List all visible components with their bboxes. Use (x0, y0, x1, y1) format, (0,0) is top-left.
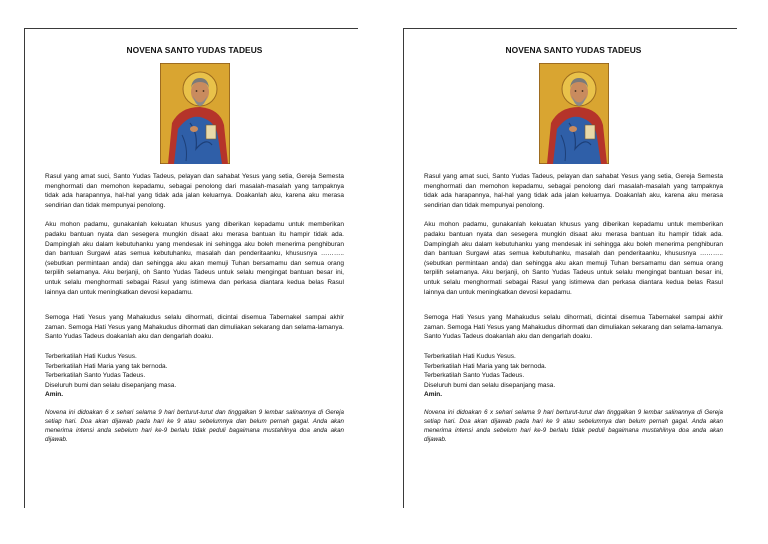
amen-line: Amin. (424, 391, 443, 399)
prayer-paragraph-1: Rasul yang amat suci, Santo Yudas Tadeus, pelayan dan sahabat Yesus yang setia, Gereja Semesta menghormati dan memohon kepadamu, sebagai penolong dari masalah-masalah yang tampaknya tidak ada harapannya, hal-hal yang tidak ada jalan keluarnya. Doakanlah aku, karena aku merasa sendirian dan tidak mempunyai penolong. (45, 173, 344, 209)
prayer-paragraph-3: Semoga Hati Yesus yang Mahakudus selalu dihormati, dicintai disemua Tabernakel sampai akhir zaman. Semoga Hati Yesus yang Mahakudus dihormati dan dimuliakan sekarang dan selama-lamanya. Santo Yudas Tadeus doakanlah aku dan dengarlah doaku. (424, 314, 723, 341)
blessing-lines (45, 352, 344, 400)
prayer-paragraph-3: Semoga Hati Yesus yang Mahakudus selalu dihormati, dicintai disemua Tabernakel sampai akhir zaman. Semoga Hati Yesus yang Mahakudus dihormati dan dimuliakan sekarang dan selama-lamanya. Santo Yudas Tadeus doakanlah aku dan dengarlah doaku. (45, 314, 344, 341)
blessing-line: Terberkatilah Hati Maria yang tak bernoda. (45, 362, 168, 370)
blessing-line: Terberkatilah Santo Yudas Tadeus. (424, 372, 525, 380)
blessing-line: Terberkatilah Santo Yudas Tadeus. (45, 372, 146, 380)
amen-line: Amin. (45, 391, 64, 399)
saint-icon (539, 63, 609, 164)
document-page-left (24, 28, 358, 508)
novena-note: Novena ini didoakan 6 x sehari selama 9 hari berturut-turut dan tinggalkan 9 lembar salinannya di Gereja setiap hari. Doa akan dijawab pada hari ke 9 atau sebelumnya dan belum pernah gagal. Anda akan menerima intensi anda sebelum hari ke-9 berlalu tidak peduli bagaimana mustahilnya doa anda akan dijawab. (45, 408, 344, 444)
prayer-paragraph-1: Rasul yang amat suci, Santo Yudas Tadeus, pelayan dan sahabat Yesus yang setia, Gereja Semesta menghormati dan memohon kepadamu, sebagai penolong dari masalah-masalah yang tampaknya tidak ada harapannya, hal-hal yang tidak ada jalan keluarnya. Doakanlah aku, karena aku merasa sendirian dan tidak mempunyai penolong. (424, 173, 723, 209)
document-page-right (403, 28, 737, 508)
page-title: NOVENA SANTO YUDAS TADEUS (505, 45, 642, 55)
blessing-line: Terberkatilah Hati Kudus Yesus. (424, 352, 516, 360)
saint-icon (160, 63, 230, 164)
blessing-line: Diseluruh bumi dan selalu disepanjang masa. (45, 381, 177, 389)
blessing-lines (424, 352, 723, 400)
blessing-line: Terberkatilah Hati Maria yang tak bernoda. (424, 362, 547, 370)
blessing-line: Diseluruh bumi dan selalu disepanjang masa. (424, 381, 556, 389)
novena-note: Novena ini didoakan 6 x sehari selama 9 hari berturut-turut dan tinggalkan 9 lembar salinannya di Gereja setiap hari. Doa akan dijawab pada hari ke 9 atau sebelumnya dan belum pernah gagal. Anda akan menerima intensi anda sebelum hari ke-9 berlalu tidak peduli bagaimana mustahilnya doa anda akan dijawab. (424, 408, 723, 444)
page-title: NOVENA SANTO YUDAS TADEUS (126, 45, 263, 55)
prayer-paragraph-2: Aku mohon padamu, gunakanlah kekuatan khusus yang diberikan kepadamu untuk memberikan padaku bantuan nyata dan sesegera mungkin disaat aku merasa bantuan itu hampir tidak ada. Dampinglah aku dalam kebutuhanku yang mendesak ini sehingga aku boleh menerima penghiburan dan bantuan Surgawi atas semua kebutuhanku, masalah dan penderitaanku, khususnya ……….. (sebutkan permintaan anda) dan sehingga aku akan memuji Tuhan bersamamu dan semua orang terpilih selamanya. Aku berjanji, oh Santo Yudas Tadeus untuk selalu mengingat bantuan besar ini, untuk selalu menghormati sebagai Rasul yang istimewa dan perkasa diantara kedua belas Rasul lainnya dan untuk meningkatkan devosi kepadamu. (45, 221, 344, 296)
prayer-paragraph-2: Aku mohon padamu, gunakanlah kekuatan khusus yang diberikan kepadamu untuk memberikan padaku bantuan nyata dan sesegera mungkin disaat aku merasa bantuan itu hampir tidak ada. Dampinglah aku dalam kebutuhanku yang mendesak ini sehingga aku boleh menerima penghiburan dan bantuan Surgawi atas semua kebutuhanku, masalah dan penderitaanku, khususnya ……….. (sebutkan permintaan anda) dan sehingga aku akan memuji Tuhan bersamamu dan semua orang terpilih selamanya. Aku berjanji, oh Santo Yudas Tadeus untuk selalu mengingat bantuan besar ini, untuk selalu menghormati sebagai Rasul yang istimewa dan perkasa diantara kedua belas Rasul lainnya dan untuk meningkatkan devosi kepadamu. (424, 221, 723, 296)
blessing-line: Terberkatilah Hati Kudus Yesus. (45, 352, 137, 360)
